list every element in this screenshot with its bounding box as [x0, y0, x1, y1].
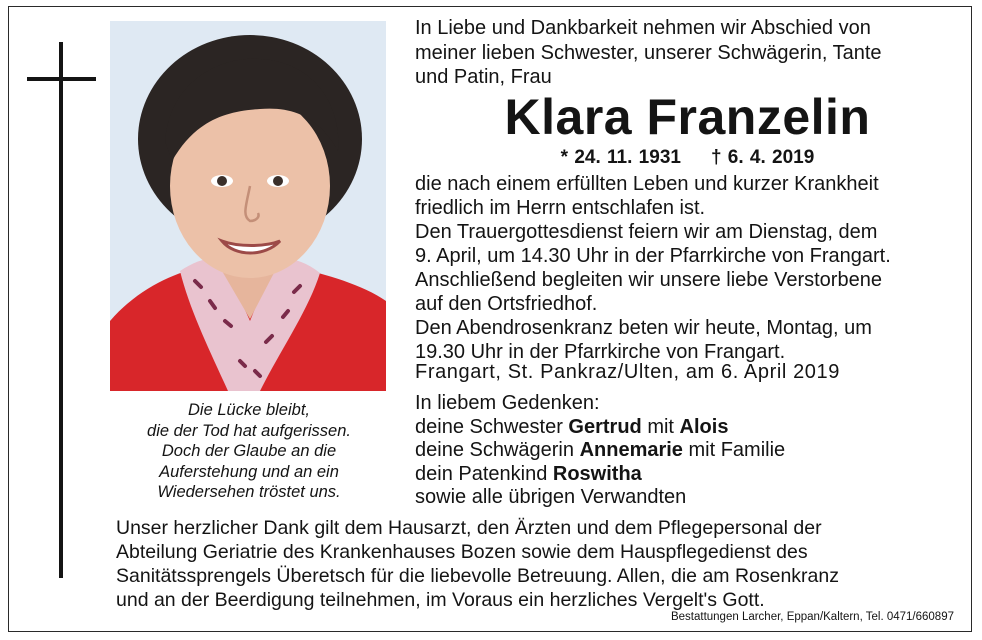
place-and-date: Frangart, St. Pankraz/Ulten, am 6. April 2019 [415, 361, 840, 383]
memorial-quote: Die Lücke bleibt, die der Tod hat aufgerissen. Doch der Glaube an die Auferstehung und an ein Wiedersehen tröstet uns. [147, 401, 351, 501]
undertaker-credit: Bestattungen Larcher, Eppan/Kaltern, Tel. 0471/660897 [670, 611, 954, 623]
death-date: † 6. 4. 2019 [710, 147, 815, 168]
mourners-heading: In liebem Gedenken: [415, 392, 600, 414]
cross-icon [59, 42, 63, 578]
mourner-line: deine Schwägerin Annemarie mit Familie [415, 439, 786, 461]
cross-icon-bar [27, 77, 96, 81]
deceased-name: Klara Franzelin [504, 89, 871, 145]
life-dates [415, 146, 960, 170]
mourner-line: dein Patenkind Roswitha [415, 462, 642, 485]
funeral-details: die nach einem erfüllten Leben und kurzer Krankheit friedlich im Herrn entschlafen ist. Den Trauergottesdienst feiern wir am Dienstag, dem 9. April, um 14.30 Uhr in der Pfarrkirche von Frangart. Anschließend begleiten wir unsere liebe Verstorbene auf den Ortsfriedhof. Den Abendrosenkranz beten wir heute, Montag, um 19.30 Uhr in der Pfarrkirche von Frangart. [415, 173, 891, 363]
birth-date: * 24. 11. 1931 [560, 147, 681, 168]
intro-text: In Liebe und Dankbarkeit nehmen wir Abschied von meiner lieben Schwester, unserer Schwägerin, Tante und Patin, Frau [415, 17, 882, 88]
mourners-list [415, 392, 960, 510]
mourner-line: deine Schwester Gertrud mit Alois [415, 415, 729, 438]
portrait-photo [110, 21, 386, 391]
mourner-line: sowie alle übrigen Verwandten [415, 486, 687, 508]
thanks-paragraph: Unser herzlicher Dank gilt dem Hausarzt, den Ärzten und dem Pflegepersonal der Abteilung Geriatrie des Krankenhauses Bozen sowie dem Hauspflegedienst des Sanitätssprengels Überetsch für die liebevolle Betreuung. Allen, die am Rosenkranz und an der Beerdigung teilnehmen, im Voraus ein herzliches Vergelt's Gott. [116, 517, 839, 611]
